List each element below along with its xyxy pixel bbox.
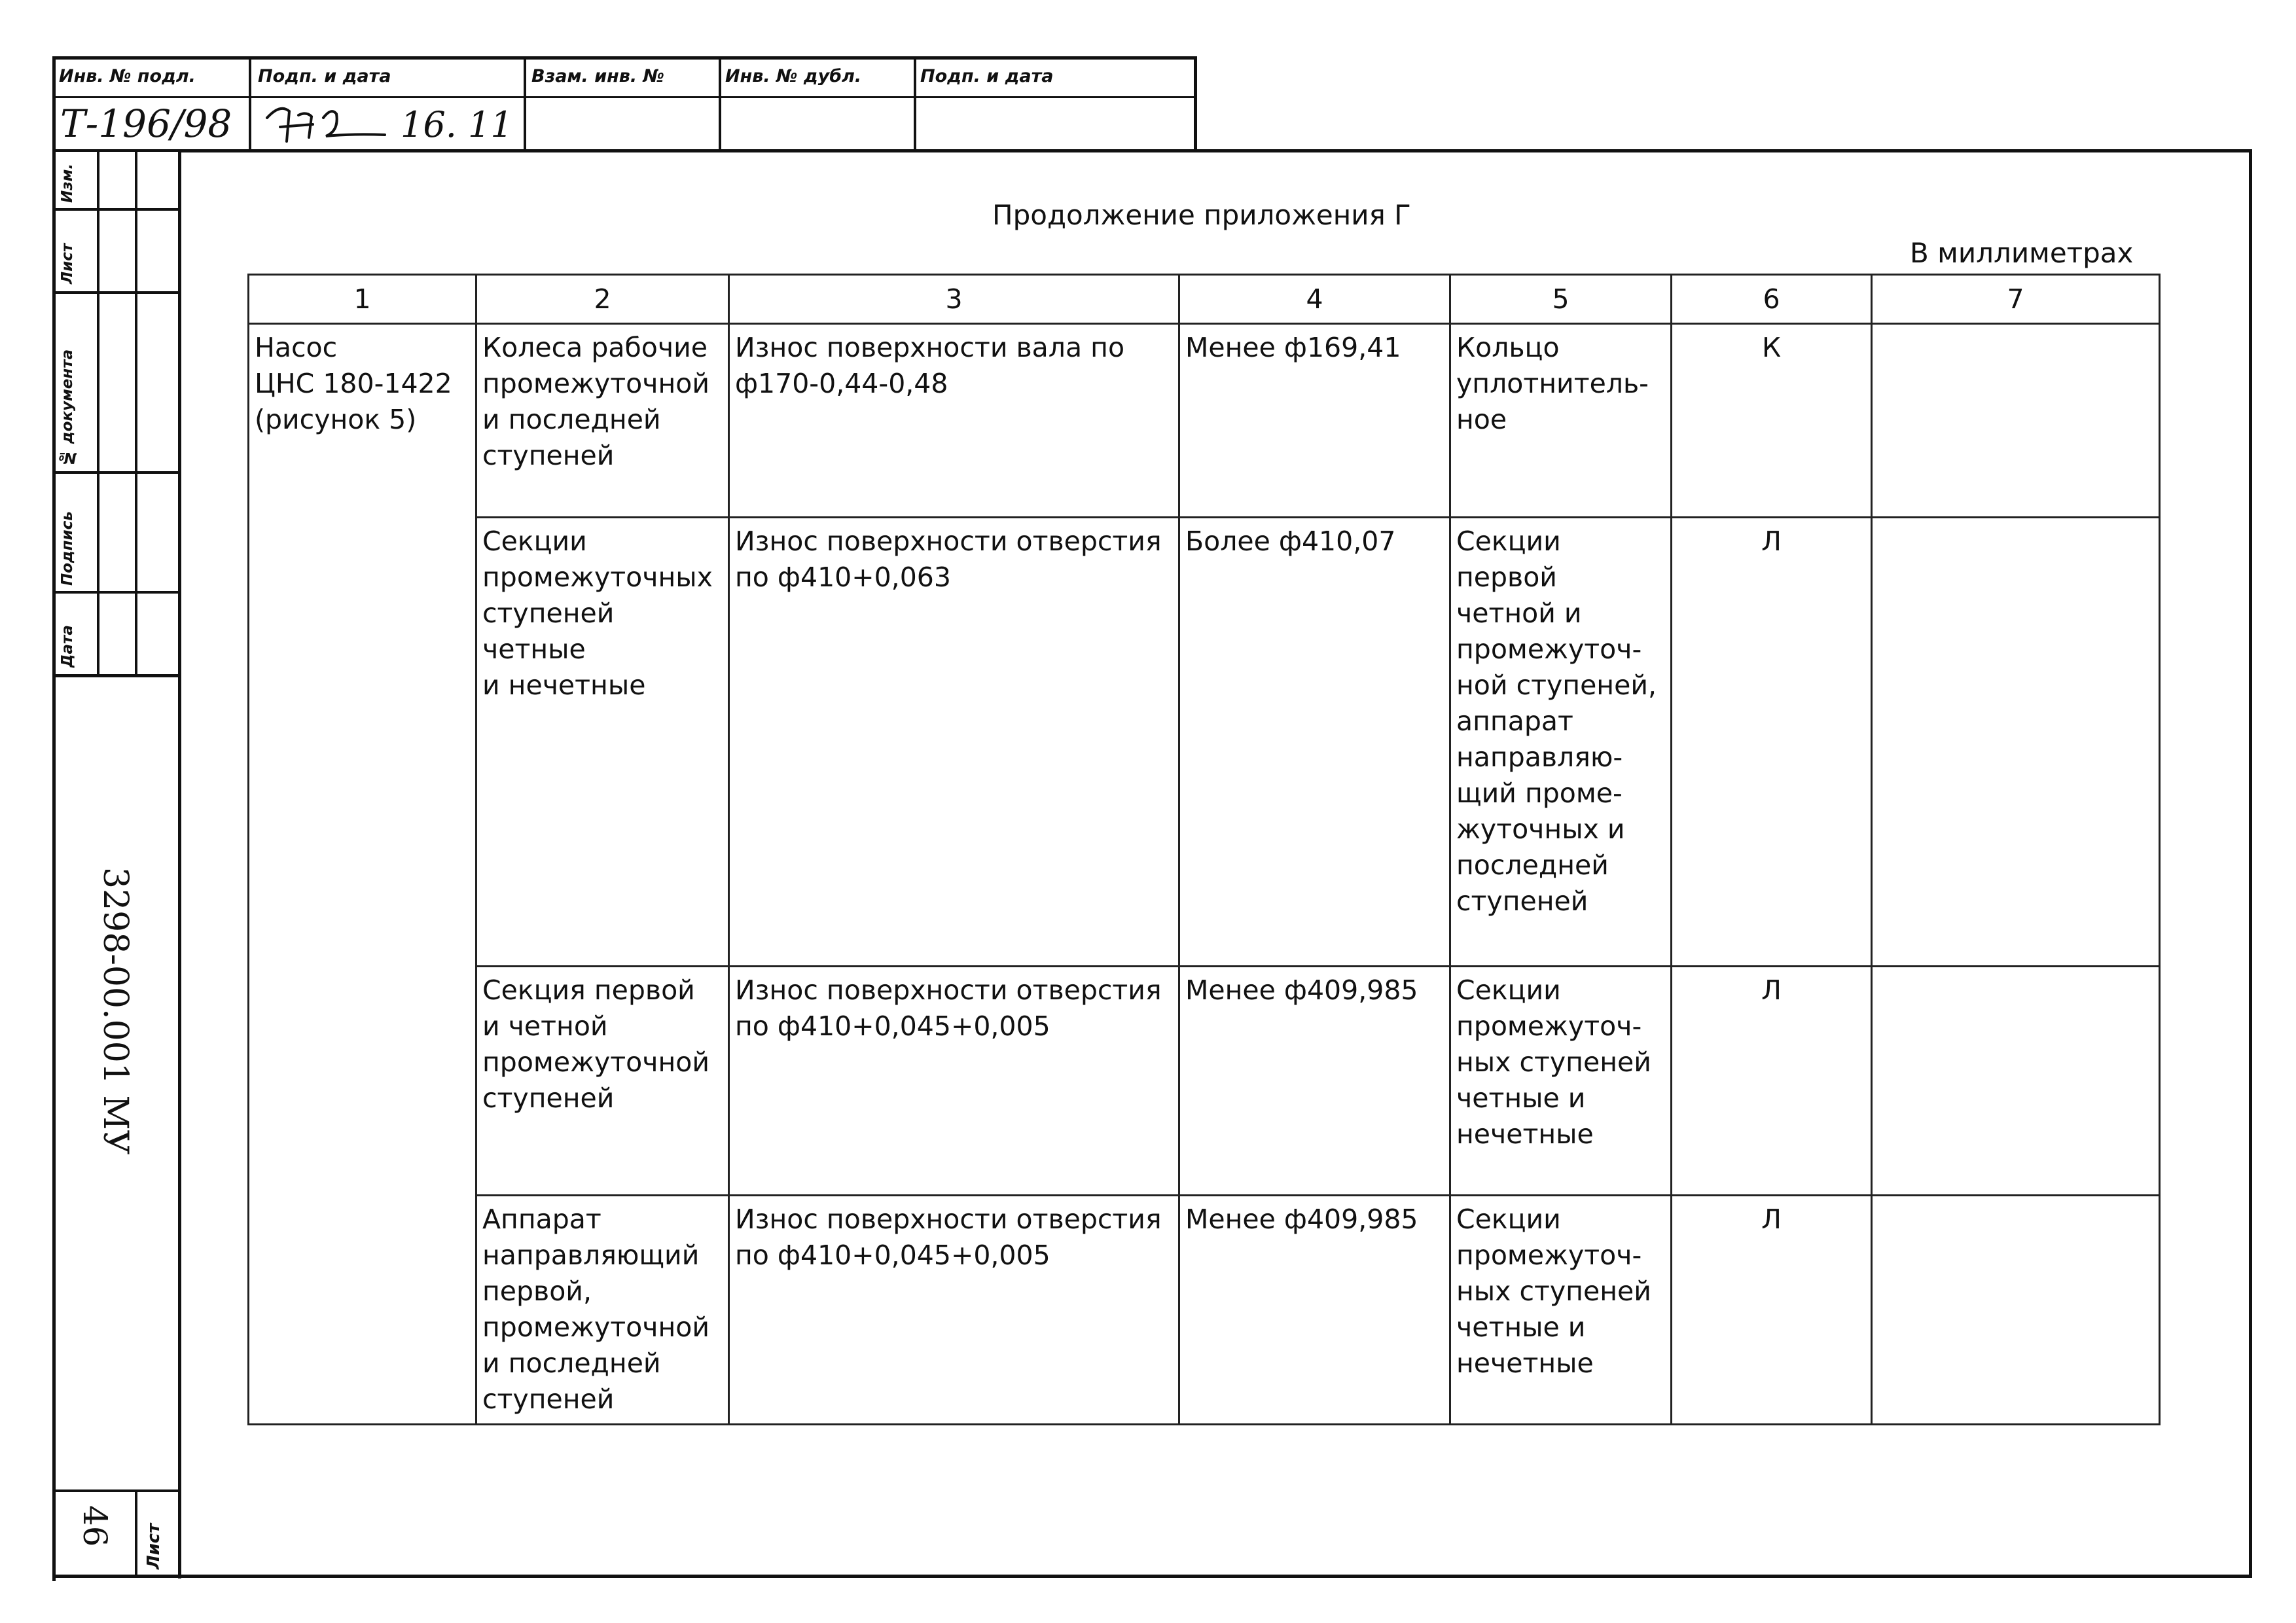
- strip-label-sheet: Лист: [59, 243, 76, 284]
- table-row: [249, 1196, 2160, 1425]
- part-name: Секции промежуточных ступеней четные и нечетные: [482, 526, 713, 701]
- table-cell: [476, 967, 729, 1196]
- table-cell: [1179, 518, 1450, 967]
- limit-value: Более ф410,07: [1185, 526, 1396, 557]
- table-cell: [1179, 324, 1450, 518]
- part-name: Аппарат направляющий первой, промежуточной и последней ступеней: [482, 1204, 709, 1415]
- limit-value: Менее ф409,985: [1185, 974, 1418, 1006]
- col-header-1: 1: [249, 275, 476, 324]
- pump-name: Насос ЦНС 180-1422 (рисунок 5): [255, 332, 452, 435]
- part-name: Колеса рабочие промежуточной и последней ступеней: [482, 332, 709, 471]
- units-note: В миллиметрах: [1910, 237, 2134, 269]
- col-header-4: 4: [1179, 275, 1450, 324]
- col-header-2: 2: [476, 275, 729, 324]
- sheet-number: 46: [76, 1505, 114, 1547]
- mating-part: Секции промежуточ- ных ступеней четные и нечетные: [1456, 1204, 1651, 1379]
- part-name: Секция первой и четной промежуточной ступеней: [482, 974, 709, 1114]
- strip-label-change: Изм.: [59, 163, 76, 203]
- table-cell: [729, 324, 1179, 518]
- defect: Износ поверхности отверстия по ф410+0,045+0,005: [735, 1204, 1162, 1271]
- table-cell: [476, 518, 729, 967]
- stamp-inv-value: Т-196/98: [60, 101, 232, 146]
- table-cell: [1672, 324, 1872, 518]
- table-cell: [1872, 967, 2160, 1196]
- defect: Износ поверхности вала по ф170-0,44-0,48: [735, 332, 1125, 399]
- col-header-7: 7: [1872, 275, 2160, 324]
- table-cell: [1179, 1196, 1450, 1425]
- table-cell: [1450, 324, 1672, 518]
- table-cell: [1450, 518, 1672, 967]
- pump-name-cell: [249, 324, 476, 1425]
- table-cell: [1872, 1196, 2160, 1425]
- table-cell: [1450, 967, 1672, 1196]
- table-cell: [476, 324, 729, 518]
- mating-part: Кольцо уплотнитель- ное: [1456, 332, 1649, 435]
- stamp-header-sign-date: Подп. и дата: [258, 67, 391, 85]
- table-cell: [476, 1196, 729, 1425]
- stamp-header-replace-inv: Взам. инв. №: [531, 67, 665, 85]
- stamp-header-inv-orig: Инв. № подл.: [59, 67, 196, 85]
- table-cell: [729, 967, 1179, 1196]
- table-cell: [729, 1196, 1179, 1425]
- defect: Износ поверхности отверстия по ф410+0,063: [735, 526, 1162, 593]
- page-caption: Продолжение приложения Г: [992, 199, 1411, 231]
- col-header-3: 3: [729, 275, 1179, 324]
- category: Л: [1761, 974, 1782, 1006]
- col-header-6: 6: [1672, 275, 1872, 324]
- table-cell: [729, 518, 1179, 967]
- table-row: [249, 967, 2160, 1196]
- table-cell: [1872, 518, 2160, 967]
- table-cell: [1450, 1196, 1672, 1425]
- table-cell: [1672, 518, 1872, 967]
- category: Л: [1761, 1204, 1782, 1235]
- table-row: [249, 518, 2160, 967]
- stamp-header-sign-date-2: Подп. и дата: [920, 67, 1054, 85]
- strip-label-date: Дата: [59, 625, 76, 668]
- handwritten-signature: [260, 98, 391, 148]
- category: Л: [1761, 526, 1782, 557]
- col-header-5: 5: [1450, 275, 1672, 324]
- mating-part: Секции первой четной и промежуточ- ной ступеней, аппарат направляю- щий проме- жуточных и последней ступеней: [1456, 526, 1657, 917]
- limit-value: Менее ф409,985: [1185, 1204, 1418, 1235]
- table-header-row: [249, 275, 2160, 324]
- table-cell: [1672, 1196, 1872, 1425]
- strip-label-document: № документа: [59, 349, 76, 466]
- sheet-label: Лист: [144, 1523, 164, 1569]
- mating-part: Секции промежуточ- ных ступеней четные и нечетные: [1456, 974, 1651, 1150]
- table-cell: [1672, 967, 1872, 1196]
- document-code: 3298-00.001 МУ: [96, 867, 135, 1155]
- limit-value: Менее ф169,41: [1185, 332, 1401, 363]
- stamp-date-value: 16. 11: [401, 104, 513, 145]
- category: К: [1761, 332, 1782, 363]
- defects-table: [247, 274, 2161, 1425]
- table-cell: [1179, 967, 1450, 1196]
- table-cell: [1872, 324, 2160, 518]
- table-row: [249, 324, 2160, 518]
- strip-label-signature: Подпись: [59, 511, 76, 586]
- defect: Износ поверхности отверстия по ф410+0,045+0,005: [735, 974, 1162, 1042]
- stamp-header-inv-dup: Инв. № дубл.: [725, 67, 862, 85]
